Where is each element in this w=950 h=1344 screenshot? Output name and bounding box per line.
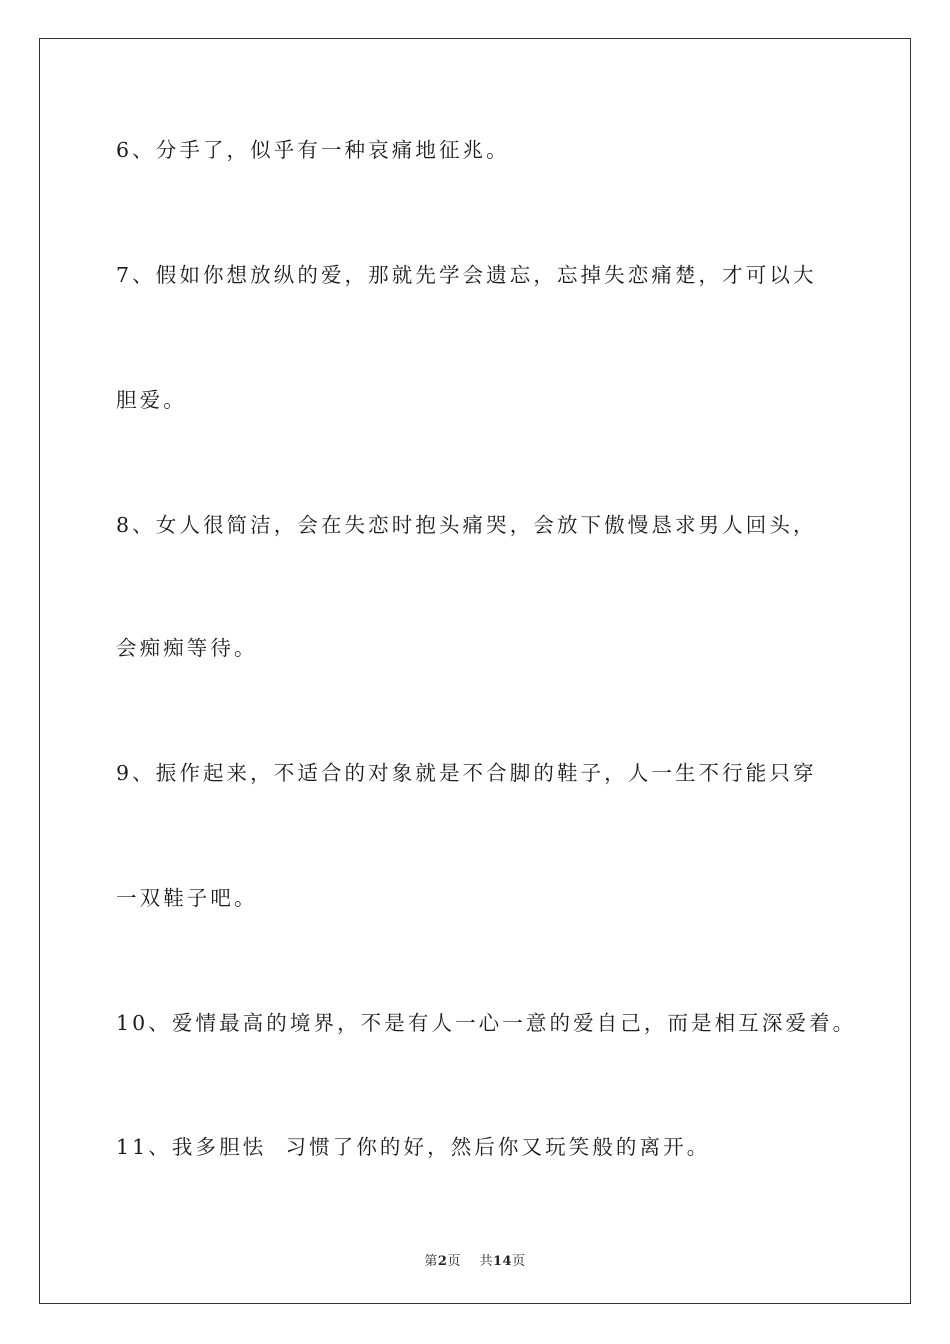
- footer-page-prefix: 第: [424, 1254, 438, 1269]
- page-footer: [0, 1250, 950, 1269]
- text-line-9: 9、振作起来，不适合的对象就是不合脚的鞋子，人一生不行能只穿: [116, 761, 817, 785]
- text-line-6: 6、分手了，似乎有一种哀痛地征兆。: [116, 138, 510, 162]
- text-line-8: 8、女人很简洁，会在失恋时抱头痛哭，会放下傲慢恳求男人回头，: [116, 513, 817, 537]
- text-line-8-continued: 会痴痴等待。: [116, 636, 258, 660]
- text-line-7-continued: 胆爱。: [116, 388, 187, 412]
- text-line-11: 11、我多胆怯 习惯了你的好，然后你又玩笑般的离开。: [116, 1135, 711, 1159]
- footer-total-pages: 14: [493, 1254, 513, 1269]
- text-line-9-continued: 一双鞋子吧。: [116, 886, 258, 910]
- footer-total-prefix: 共: [479, 1254, 493, 1269]
- footer-total-suffix: 页: [512, 1254, 526, 1269]
- footer-page-number: 2: [437, 1254, 448, 1269]
- text-line-7: 7、假如你想放纵的爱，那就先学会遗忘，忘掉失恋痛楚，才可以大: [116, 263, 817, 287]
- page-border: [39, 38, 911, 1304]
- text-line-10: 10、爱情最高的境界，不是有人一心一意的爱自己，而是相互深爱着。: [116, 1011, 857, 1035]
- footer-page-suffix: 页: [447, 1254, 461, 1269]
